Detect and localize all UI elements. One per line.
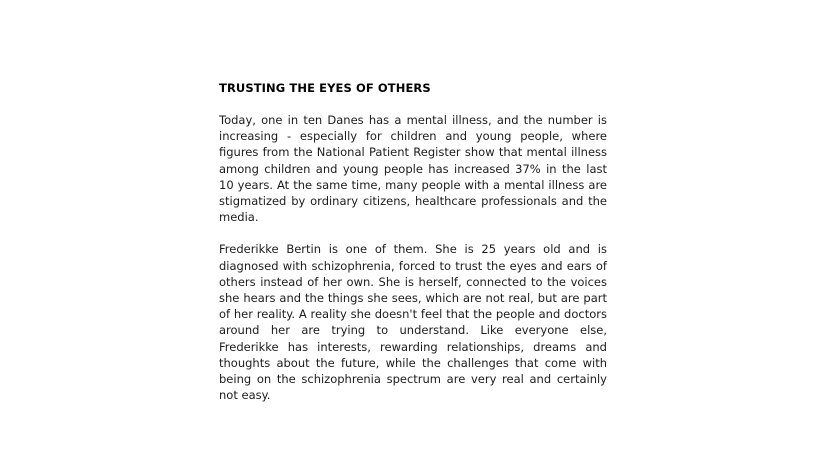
article-paragraph-2: Frederikke Bertin is one of them. She is 25 years old and is diagnosed with schizophrenia, forced to trust the eyes and ears of others instead of her own. She is herself, connected to the voices she hears and the things she sees, which are not real, but are part of her reality. A reality she doesn't feel that the people and doctors around her are trying to understand. Like everyone else, Frederikke has interests, rewarding relationships, dreams and thoughts about the future, while the challenges that come with being on the schizophrenia spectrum are very real and certainly not easy. xyxy=(219,242,607,403)
article-paragraph-1: Today, one in ten Danes has a mental illness, and the number is increasing - especially for children and young people, where figures from the National Patient Register show that mental illness among children and young people has increased 37% in the last 10 years. At the same time, many people with a mental illness are stigmatized by ordinary citizens, healthcare professionals and the media. xyxy=(219,113,607,225)
article-title: TRUSTING THE EYES OF OTHERS xyxy=(219,81,431,95)
article xyxy=(219,80,607,419)
